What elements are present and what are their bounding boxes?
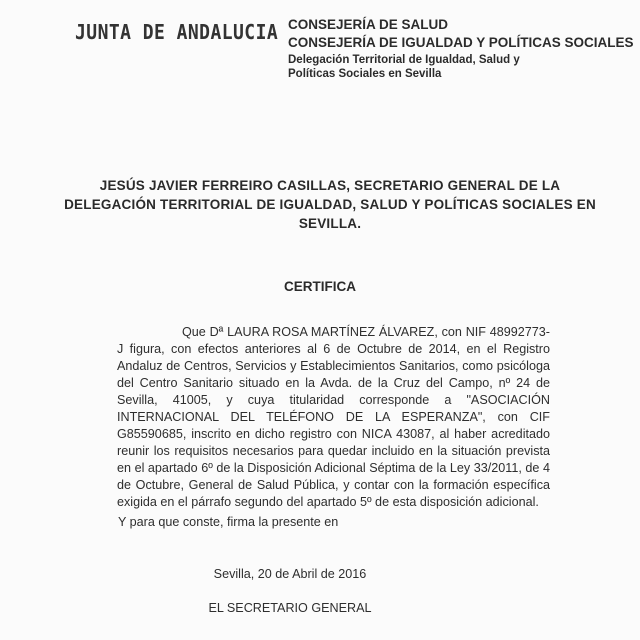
certificate-body: [117, 324, 550, 511]
signer-heading: JESÚS JAVIER FERREIRO CASILLAS, SECRETARIO GENERAL DE LA DELEGACIÓN TERRITORIAL DE IGUALDAD, SALUD Y POLÍTICAS SOCIALES EN SEVILLA.: [64, 178, 596, 231]
letterhead-line-2: CONSEJERÍA DE IGUALDAD Y POLÍTICAS SOCIALES: [288, 35, 634, 50]
closing-line: Y para que conste, firma la presente en: [118, 515, 339, 529]
signature-date: Sevilla, 20 de Abril de 2016: [213, 567, 367, 581]
signatory-role: EL SECRETARIO GENERAL: [208, 601, 372, 615]
certificate-body-text: Que Dª LAURA ROSA MARTÍNEZ ÁLVAREZ, con NIF 48992773-J figura, con efectos anteriores al 6 de Octubre de 2014, en el Registro Andaluz de Centros, Servicios y Establecimientos Sanitarios, como psicóloga del Centro Sanitario situado en la Avda. de la Cruz del Campo, nº 24 de Sevilla, 41005, y cuya titularidad corresponde a "ASOCIACIÓN INTERNACIONAL DEL TELÉFONO DE LA ESPERANZA", con CIF G85590685, inscrito en dicho registro con NICA 43087, al haber acreditado reunir los requisitos necesarios para quedar incluido en la situación prevista en el apartado 6º de la Disposición Adicional Séptima de la Ley 33/2011, de 4 de Octubre, General de Salud Pública, y contar con la formación específica exigida en el párrafo segundo del apartado 5º de esta disposición adicional.: [117, 325, 550, 509]
letterhead: [288, 16, 634, 81]
certifica-title: CERTIFICA: [284, 279, 356, 294]
letterhead-subtitle: Delegación Territorial de Igualdad, Salud y Políticas Sociales en Sevilla: [288, 54, 520, 80]
junta-de-andalucia-logo: JUNTA DE ANDALUCIA: [75, 20, 279, 44]
letterhead-line-1: CONSEJERÍA DE SALUD: [288, 17, 449, 32]
